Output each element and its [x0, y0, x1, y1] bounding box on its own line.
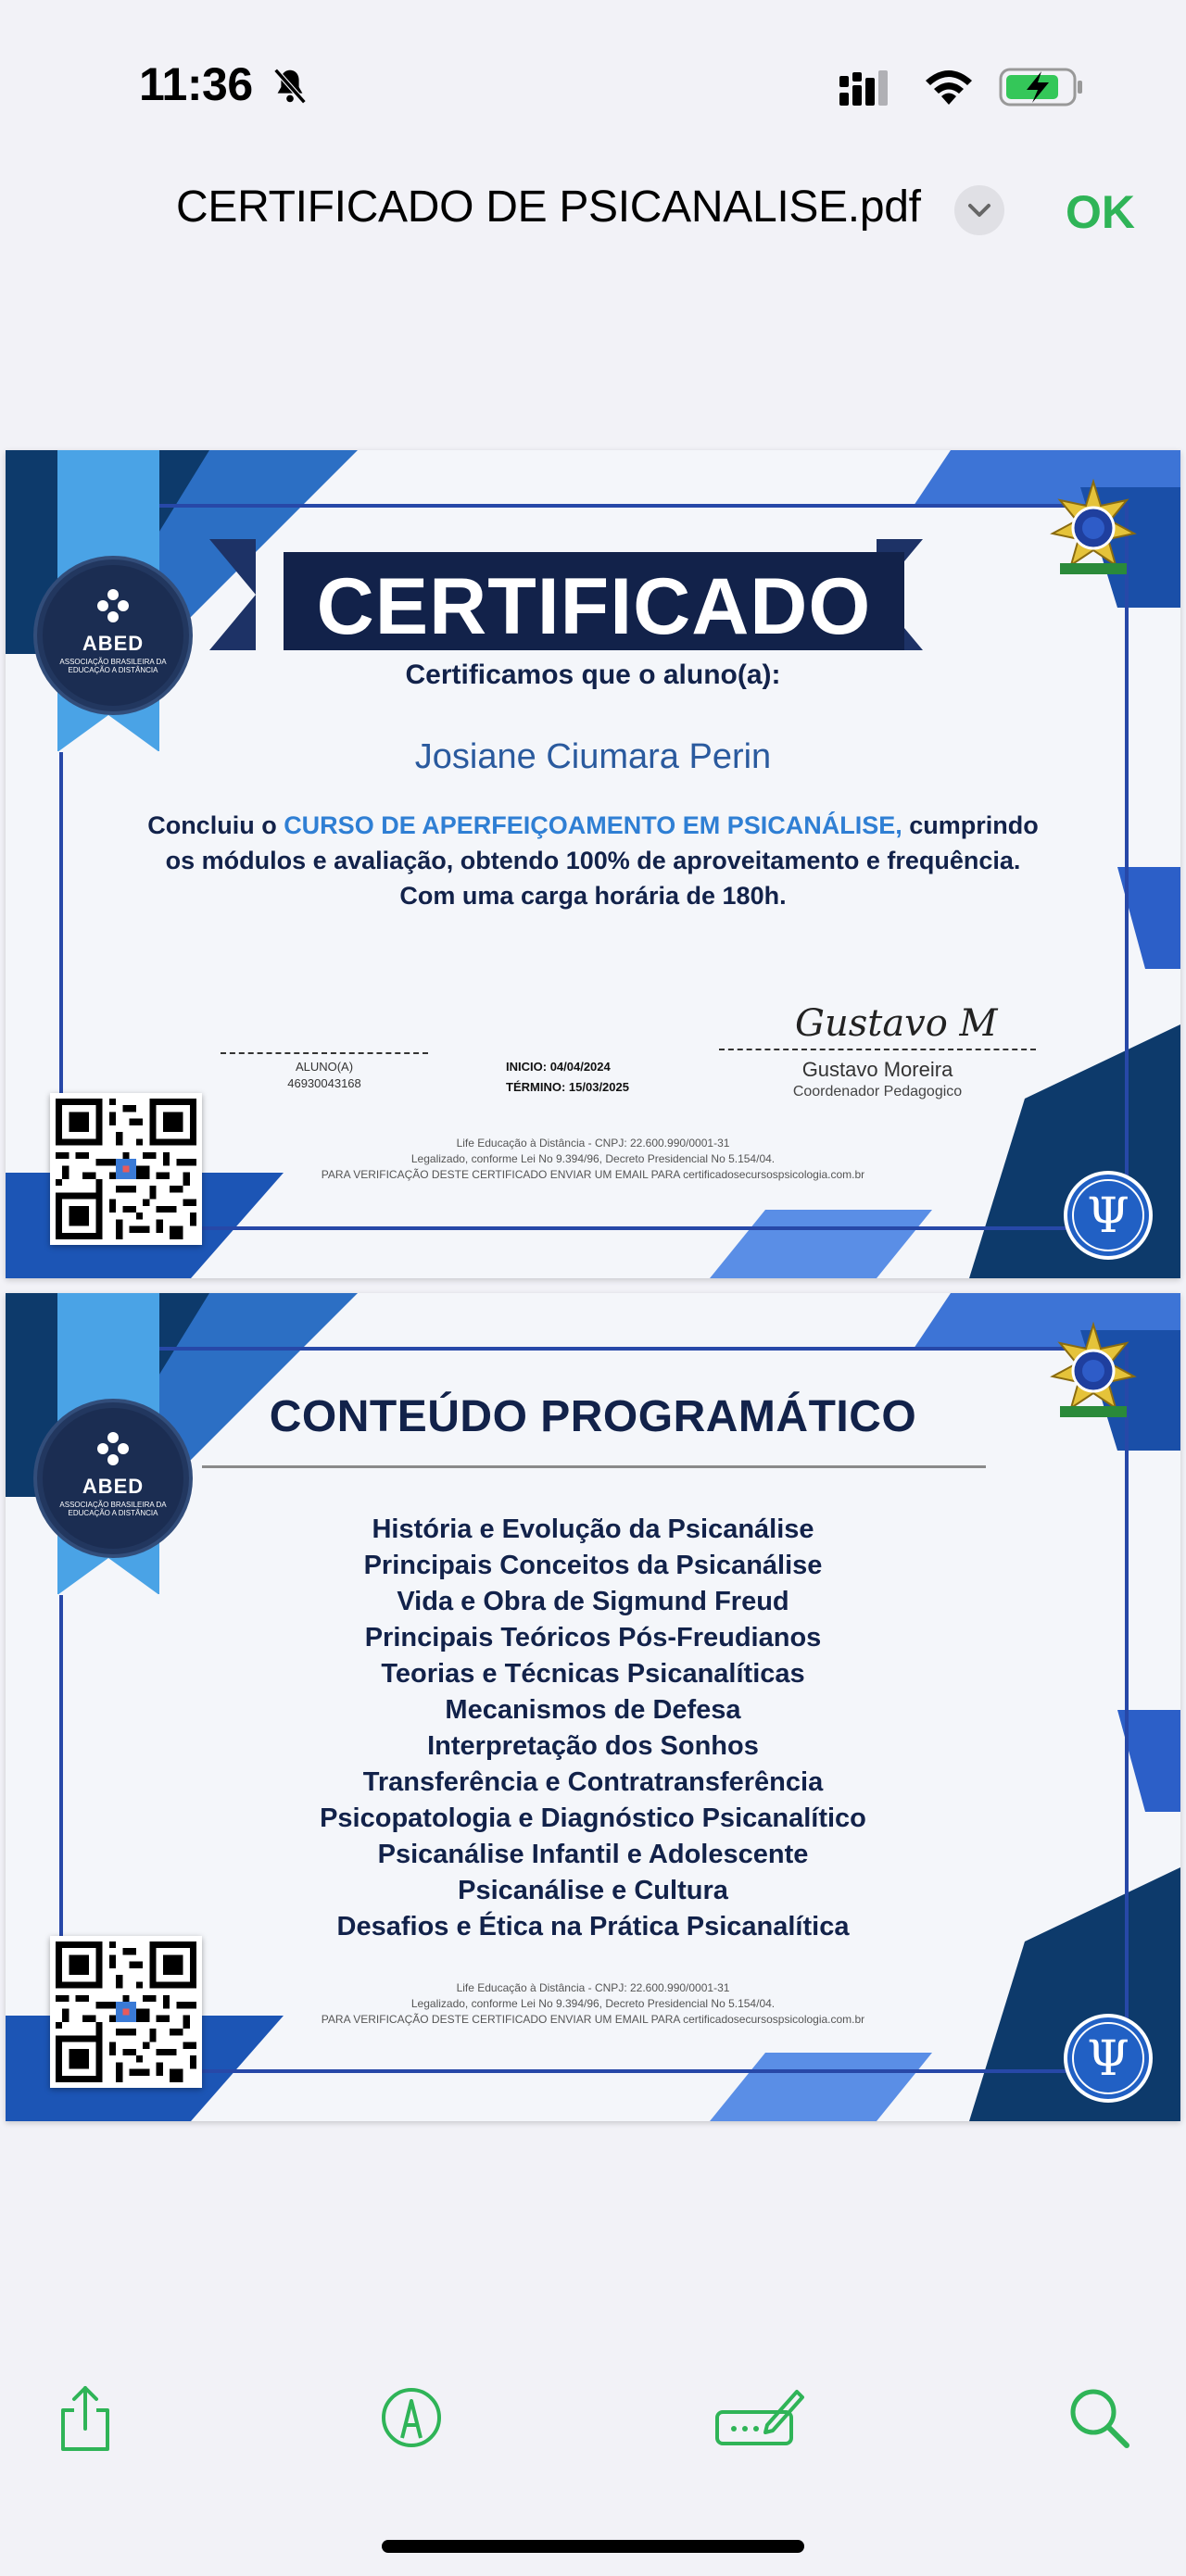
share-button[interactable]: [48, 2381, 122, 2455]
program-topic: História e Evolução da Psicanálise: [372, 1514, 814, 1544]
student-signature-line: [221, 1052, 428, 1054]
legal-footer: [6, 1980, 1180, 2028]
markup-icon: [374, 2381, 448, 2455]
program-topic: Mecanismos de Defesa: [445, 1695, 741, 1725]
program-topic: Principais Teóricos Pós-Freudianos: [364, 1623, 822, 1652]
signature-button[interactable]: [713, 2381, 806, 2455]
program-topic: Principais Conceitos da Psicanálise: [363, 1551, 823, 1580]
psi-logo-icon: [1064, 2014, 1153, 2103]
svg-text:Ψ: Ψ: [1087, 1188, 1129, 1244]
start-date: 04/04/2024: [549, 1060, 611, 1074]
svg-text:Gustavo M: Gustavo M: [795, 1002, 998, 1045]
program-topic: Psicanálise Infantil e Adolescente: [377, 1840, 809, 1869]
course-dates: [506, 1057, 691, 1098]
status-bar: [0, 0, 1186, 167]
search-button[interactable]: [1062, 2381, 1136, 2455]
certificate-title-banner: [284, 552, 904, 650]
certificate-page: [6, 450, 1180, 1278]
cellular-signal-icon: [839, 69, 899, 106]
share-icon: [48, 2381, 122, 2455]
end-label: TÉRMINO:: [506, 1080, 566, 1094]
search-icon: [1062, 2381, 1136, 2455]
legal-footer: [6, 1136, 1180, 1183]
end-date: 15/03/2025: [568, 1080, 629, 1094]
program-topic: Transferência e Contratransferência: [362, 1767, 824, 1797]
program-title: CONTEÚDO PROGRAMÁTICO: [269, 1392, 917, 1441]
body-prefix: Concluiu o: [147, 811, 284, 839]
student-name: Josiane Ciumara Perin: [414, 737, 772, 776]
home-indicator[interactable]: [382, 2540, 804, 2553]
brazil-coat-of-arms-icon: [1041, 478, 1145, 582]
program-topic: Desafios e Ética na Prática Psicanalítica: [336, 1912, 850, 1941]
chevron-down-icon: [954, 185, 1004, 235]
certificate-body: [145, 808, 1041, 913]
signer-role: Coordenador Pedagogico: [792, 1084, 963, 1100]
legal-line-1: Life Educação à Distância - CNPJ: 22.600.990/0001-31: [456, 1981, 730, 1994]
seal-text: ASSOCIAÇÃO BRASILEIRA DA EDUCAÇÃO A DISTÂNCIA: [59, 658, 167, 674]
markup-button[interactable]: [374, 2381, 448, 2455]
program-content-page: [6, 1293, 1180, 2121]
psi-logo-icon: [1064, 1171, 1153, 1260]
student-label: ALUNO(A): [295, 1060, 354, 1074]
signature-icon: [713, 2381, 806, 2455]
body-rest: cumprindo os módulos e avaliação, obtendo 100% de aproveitamento e frequência. Com uma carga horária de 180h.: [165, 811, 1039, 910]
legal-line-2: Legalizado, conforme Lei No 9.394/96, Decreto Presidencial No 5.154/04.: [410, 1152, 776, 1165]
banner-tail-left: [209, 539, 256, 650]
legal-line-3: PARA VERIFICAÇÃO DESTE CERTIFICADO ENVIAR UM EMAIL PARA certificadosecursospsicologia.com.br: [321, 2013, 865, 2026]
coordinator-signature-line: [719, 1049, 1036, 1050]
legal-line-3: PARA VERIFICAÇÃO DESTE CERTIFICADO ENVIAR UM EMAIL PARA certificadosecursospsicologia.com.br: [321, 1168, 865, 1181]
abed-logo-icon: [92, 584, 134, 626]
start-label: INICIO:: [506, 1060, 548, 1074]
battery-charging-icon: [999, 66, 1084, 108]
ok-button[interactable]: OK: [1066, 186, 1135, 238]
signature-image: [793, 989, 998, 1054]
legal-line-2: Legalizado, conforme Lei No 9.394/96, Decreto Presidencial No 5.154/04.: [410, 1997, 776, 2010]
program-topic: Teorias e Técnicas Psicanalíticas: [381, 1659, 805, 1689]
title-divider: [202, 1465, 986, 1468]
program-topic: Vida e Obra de Sigmund Freud: [397, 1587, 789, 1616]
seal-text: ASSOCIAÇÃO BRASILEIRA DA EDUCAÇÃO A DISTÂNCIA: [59, 1501, 167, 1517]
legal-line-1: Life Educação à Distância - CNPJ: 22.600.990/0001-31: [456, 1137, 730, 1150]
program-topic-list: [6, 1512, 1180, 1945]
program-topic: Interpretação dos Sonhos: [427, 1731, 759, 1761]
seal-abbreviation: ABED: [82, 1475, 145, 1498]
bell-slash-icon: [269, 65, 311, 107]
status-time: 11:36: [139, 58, 253, 110]
seal-abbreviation: ABED: [82, 632, 145, 655]
document-menu-button[interactable]: [954, 185, 1004, 235]
wifi-icon: [923, 68, 975, 107]
program-topic: Psicanálise e Cultura: [458, 1876, 728, 1905]
svg-text:Ψ: Ψ: [1087, 2031, 1129, 2087]
certificate-intro: Certificamos que o aluno(a):: [405, 660, 781, 690]
certificate-title: CERTIFICADO: [316, 562, 872, 651]
bottom-toolbar: [0, 2381, 1186, 2473]
student-id: 46930043168: [287, 1076, 361, 1090]
course-name: CURSO DE APERFEIÇOAMENTO EM PSICANÁLISE,: [284, 811, 902, 839]
program-topic: Psicopatologia e Diagnóstico Psicanalítico: [320, 1803, 866, 1833]
document-title: CERTIFICADO DE PSICANALISE.pdf: [176, 182, 921, 232]
signer-name: Gustavo Moreira: [801, 1058, 953, 1081]
